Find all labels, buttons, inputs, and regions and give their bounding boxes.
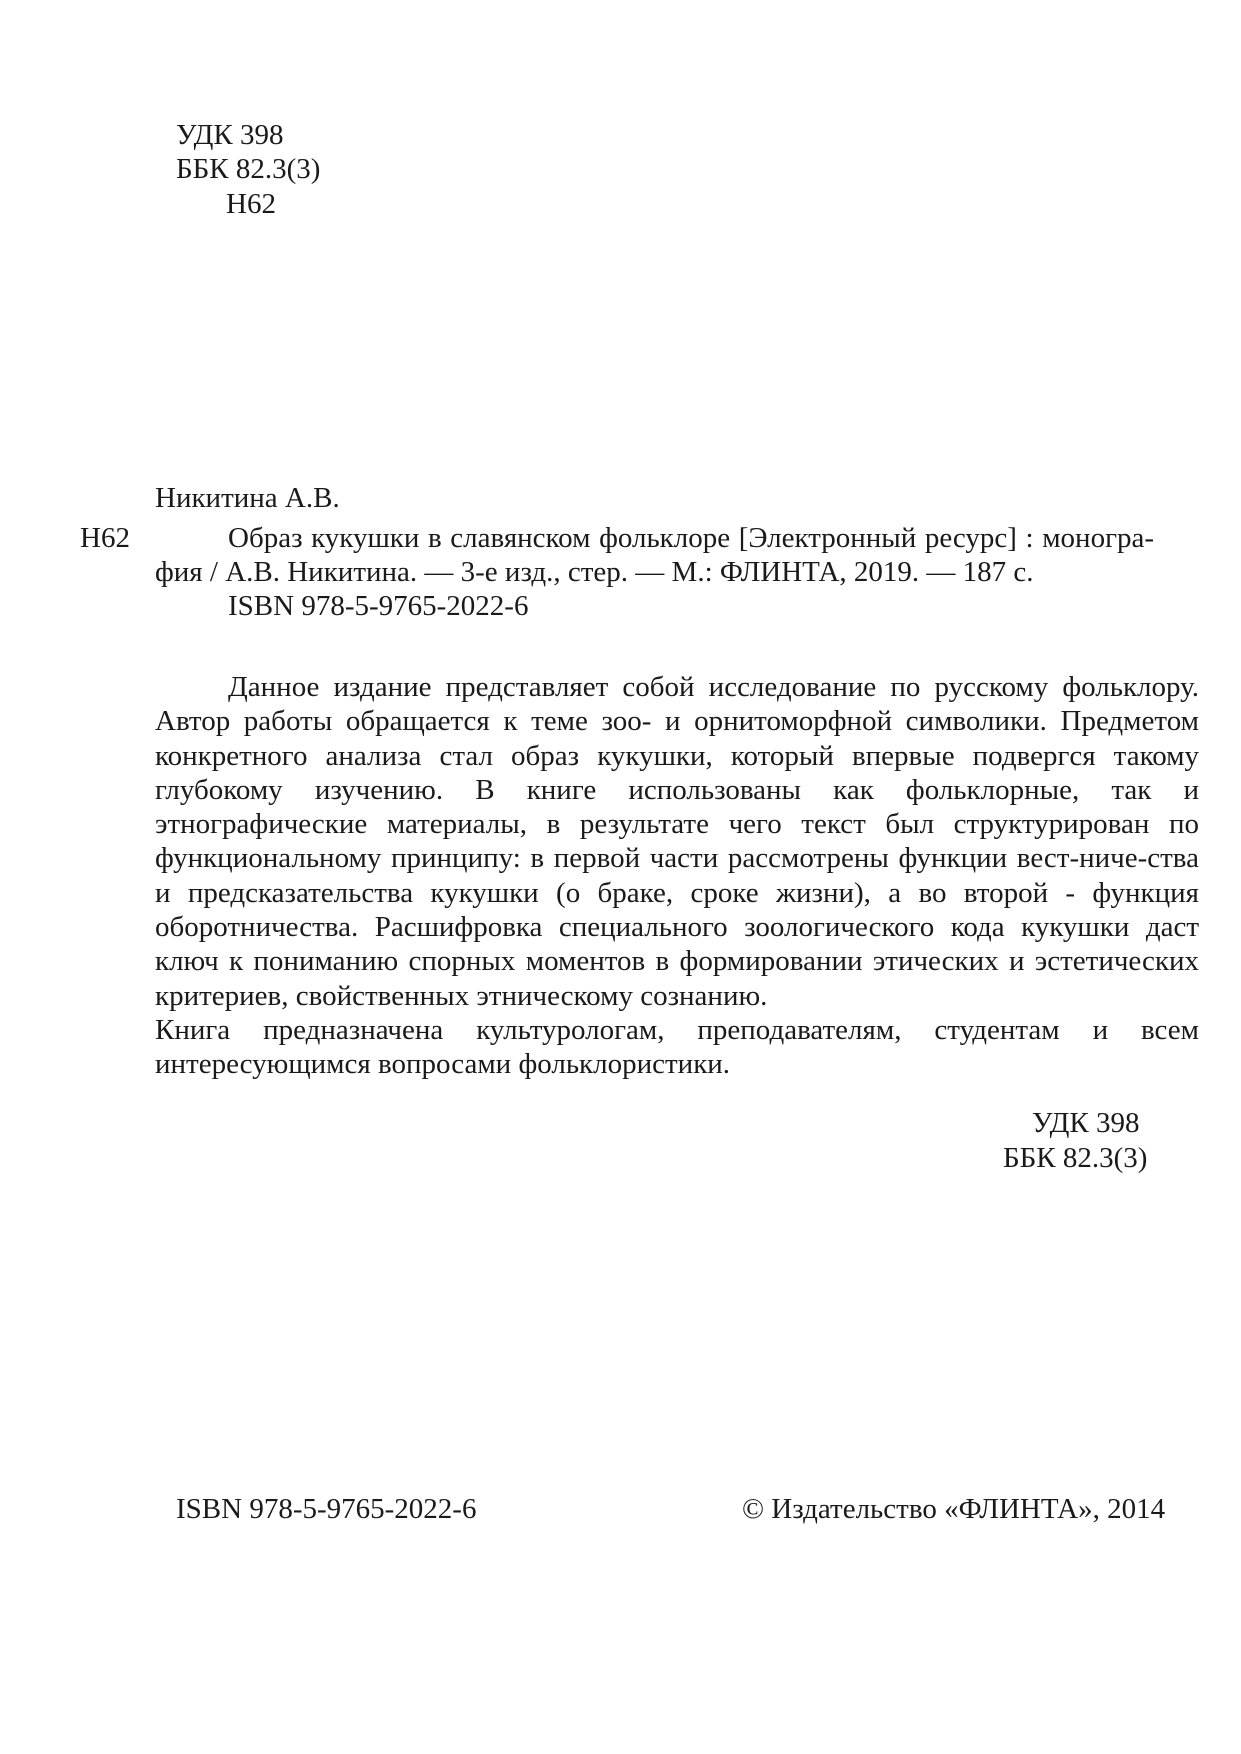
record-isbn: ISBN 978-5-9765-2022-6 bbox=[228, 590, 529, 622]
footer-copyright: © Издательство «ФЛИНТА», 2014 bbox=[742, 1493, 1166, 1525]
top-udk-code: УДК 398 bbox=[176, 119, 284, 151]
top-author-code: Н62 bbox=[226, 188, 276, 220]
bottom-bbk-code: ББК 82.3(3) bbox=[1003, 1142, 1148, 1174]
abstract-paragraph-1: Данное издание представляет собой исследование по русскому фольклору. Автор работы обращается к теме зоо- и орнитоморфной символики. Предметом конкретного анализа стал образ кукушки, который впервые подвергся такому глубокому изучению. В книге использованы как фольклорные, так и этнографические материалы, в результате чего текст был структурирован по функциональному принципу: в первой части рассмотрены функции вест-ниче-ства и предсказательства кукушки (о браке, сроке жизни), а во второй - функция оборотничества. Расшифровка специального зоологического кода кукушки даст ключ к пониманию спорных моментов в формировании этических и эстетических критериев, свойственных этническому сознанию. bbox=[155, 671, 1199, 1012]
top-bbk-code: ББК 82.3(3) bbox=[176, 153, 321, 185]
record-title: Образ кукушки в славянском фольклоре [Электронный ресурс] : моногра-фия / А.В. Никитина. — 3-е изд., стер. — М.: ФЛИНТА, 2019. — 187 с. bbox=[155, 522, 1154, 588]
record-author: Никитина А.В. bbox=[155, 482, 340, 514]
footer-isbn: ISBN 978-5-9765-2022-6 bbox=[176, 1493, 477, 1525]
record-side-code: Н62 bbox=[80, 522, 130, 554]
abstract-paragraph-2: Книга предназначена культурологам, преподавателям, студентам и всем интересующимся вопросами фольклористики. bbox=[155, 1013, 1199, 1081]
bottom-udk-code: УДК 398 bbox=[1032, 1107, 1140, 1139]
abstract bbox=[155, 670, 1199, 1082]
